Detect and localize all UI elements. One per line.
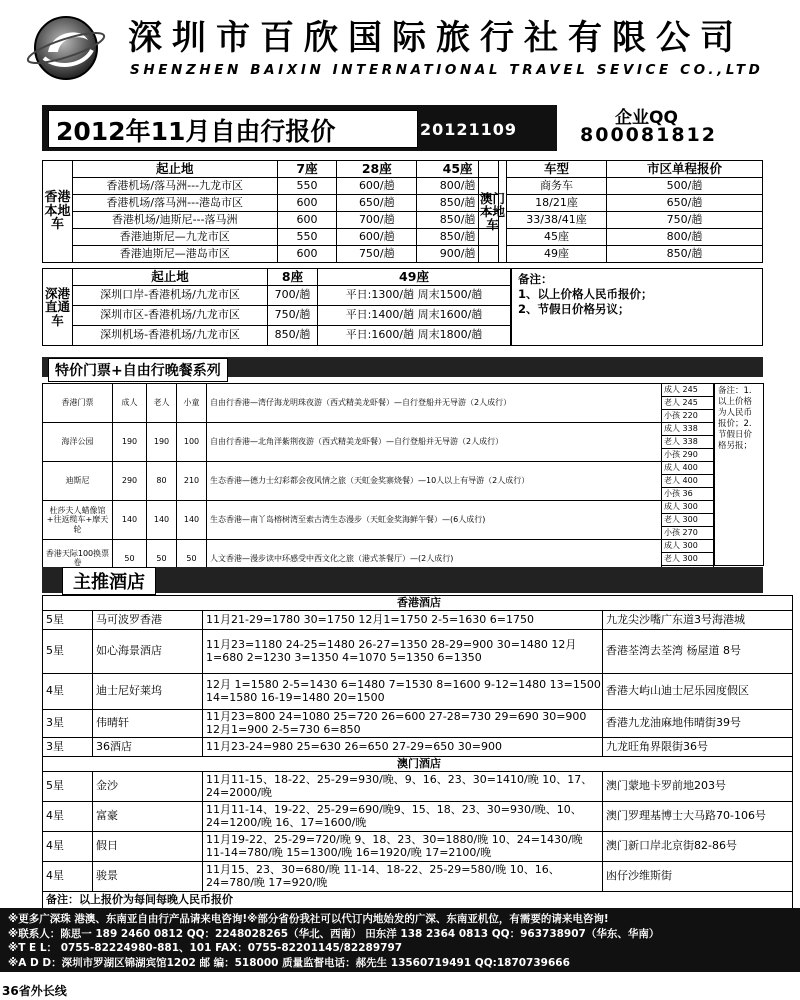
table-row — [43, 611, 793, 630]
column-header: 市区单程报价 — [607, 161, 763, 178]
cell: 140 — [147, 501, 177, 540]
table-row — [479, 229, 763, 246]
cell: 900/趟 — [417, 246, 499, 263]
tour-desc: 人文香港—漫步读中环感受中西文化之旅（港式茶餐厅）—(2人成行) — [207, 540, 662, 579]
hotel-address: 九龙旺角界限街36号 — [603, 738, 793, 757]
table-row — [43, 540, 714, 553]
hotel-star: 4星 — [43, 674, 93, 710]
tour-desc: 生态香港—德力士幻彩都会夜风情之旅（天虹金奖寨烧餐）—10人以上有导游（2人成行） — [207, 462, 662, 501]
cell: 深圳市区-香港机场/九龙市区 — [73, 306, 268, 326]
column-header: 28座 — [337, 161, 417, 178]
cell: 100 — [177, 423, 207, 462]
cell: 550 — [277, 178, 337, 195]
cell: 小童 — [177, 384, 207, 423]
hotel-name: 36酒店 — [93, 738, 203, 757]
hotel-price: 11月11-15、18-22、25-29=930/晚、9、16、23、30=1410/晚 10、17、24=2000/晚 — [203, 772, 603, 802]
cell: 老人 400 — [662, 475, 714, 488]
hotel-price: 11月23=800 24=1080 25=720 26=600 27-28=730 29=690 30=900 12月1=900 2-5=730 6=850 — [203, 710, 603, 738]
hotel-address: 凼仔沙维斯街 — [603, 862, 793, 892]
cell: 50 — [147, 540, 177, 579]
hotel-price: 11月21-29=1780 30=1750 12月1=1750 2-5=1630 6=1750 — [203, 611, 603, 630]
table-row — [479, 246, 763, 263]
cell: 700/趟 — [268, 286, 318, 306]
hotel-star: 5星 — [43, 611, 93, 630]
column-header: 车型 — [507, 161, 607, 178]
cell: 深圳机场-香港机场/九龙市区 — [73, 326, 268, 346]
table-row — [43, 229, 499, 246]
cell: 香港迪斯尼—九龙市区 — [72, 229, 277, 246]
cell: 小孩 290 — [662, 449, 714, 462]
phone-line: ※T E L： 0755-82224980-881、101 FAX：0755-82201145/82289797 — [8, 942, 403, 954]
table-row — [43, 501, 714, 514]
macau-hotels-header: 澳门酒店 — [43, 757, 793, 772]
cell: 850/趟 — [607, 246, 763, 263]
cell: 商务车 — [507, 178, 607, 195]
hotel-name: 如心海景酒店 — [93, 630, 203, 674]
hotel-star: 4星 — [43, 832, 93, 862]
column-header: 8座 — [268, 269, 318, 286]
cell: 850/趟 — [417, 195, 499, 212]
cell: 成人 300 — [662, 540, 714, 553]
cell: 49座 — [507, 246, 607, 263]
table-row — [43, 423, 714, 436]
cell: 成人 338 — [662, 423, 714, 436]
hotel-star: 5星 — [43, 772, 93, 802]
cell: 50 — [113, 540, 147, 579]
hotel-name: 伟晴轩 — [93, 710, 203, 738]
cell: 老人 300 — [662, 553, 714, 566]
hk-hotels-header: 香港酒店 — [43, 596, 793, 611]
qq-label: 企业QQ — [615, 108, 678, 128]
cell: 650/趟 — [337, 195, 417, 212]
ticket-name: 香港门票 — [43, 384, 113, 423]
company-name-en: SHENZHEN BAIXIN INTERNATIONAL TRAVEL SEVICE CO.,LTD — [130, 62, 764, 78]
hotel-price: 11月23-24=980 25=630 26=650 27-29=650 30=900 — [203, 738, 603, 757]
hotels-table — [42, 595, 793, 910]
cell: 750/趟 — [607, 212, 763, 229]
hk-car-table — [42, 160, 499, 263]
title-date: 20121109 — [420, 120, 518, 139]
table-row — [43, 772, 793, 802]
cell: 18/21座 — [507, 195, 607, 212]
notes-line: 2、节假日价格另议； — [518, 302, 630, 316]
cell: 600/趟 — [337, 178, 417, 195]
cell: 600 — [277, 246, 337, 263]
cell: 成人 400 — [662, 462, 714, 475]
contact-line: ※联系人：陈思一 189 2460 0812 QQ：2248028265（华北、西南） 田东洋 138 2364 0813 QQ：963738907（华东、华南） — [8, 927, 660, 940]
table-row — [43, 738, 793, 757]
cell: 老人 300 — [662, 514, 714, 527]
footer-line: ※更多广深珠 港澳、东南亚自由行产品请来电咨询!※部分省份我社可以代订内地始发的广深、东南亚机位，有需要的请来电咨询! — [8, 913, 609, 925]
notes-box — [511, 268, 763, 346]
column-header: 7座 — [277, 161, 337, 178]
hotel-address: 香港大屿山迪士尼乐园度假区 — [603, 674, 793, 710]
cell: 190 — [147, 423, 177, 462]
table-row — [43, 178, 499, 195]
footer-bar — [0, 908, 800, 972]
hotel-address: 九龙尖沙嘴广东道3号海港城 — [603, 611, 793, 630]
cell: 小孩 36 — [662, 488, 714, 501]
tour-desc: 生态香港—南丫岛榕树湾至索古湾生态漫步（天虹金奖海鲜午餐）—(6人成行) — [207, 501, 662, 540]
table-row — [43, 195, 499, 212]
column-header: 起止地 — [72, 161, 277, 178]
cell: 成人 — [113, 384, 147, 423]
hotel-star: 4星 — [43, 802, 93, 832]
column-header: 45座 — [417, 161, 499, 178]
table-row — [43, 832, 793, 862]
tour-desc: 自由行香港—北角洋紫荆夜游（西式精美龙虾餐）—自行登船并无导游（2人成行） — [207, 423, 662, 462]
table-row — [479, 212, 763, 229]
cell: 香港迪斯尼—港岛市区 — [72, 246, 277, 263]
hotel-star: 3星 — [43, 710, 93, 738]
cell: 750/趟 — [268, 306, 318, 326]
hotel-price: 11月19-22、25-29=720/晚 9、18、23、30=1880/晚 10、24=1430/晚 11-14=780/晚 15=1300/晚 16=1920/晚 17=2100/晚 — [203, 832, 603, 862]
cell: 香港机场/迪斯尼---落马洲 — [72, 212, 277, 229]
sz-car-label: 深港直通车 — [43, 269, 73, 346]
cell: 老人 245 — [662, 397, 714, 410]
cell: 香港机场/落马洲---港岛市区 — [72, 195, 277, 212]
hotel-price: 11月15、23、30=680/晚 11-14、18-22、25-29=580/晚 10、16、24=780/晚 17=920/晚 — [203, 862, 603, 892]
page-title: 2012年11月自由行报价 — [56, 117, 336, 146]
table-row — [43, 630, 793, 674]
cell: 140 — [177, 501, 207, 540]
hotel-name: 金沙 — [93, 772, 203, 802]
cell: 老人 — [147, 384, 177, 423]
hotel-address: 澳门新口岸北京街82-86号 — [603, 832, 793, 862]
logo-emblem-icon — [18, 12, 116, 82]
column-header: 起止地 — [73, 269, 268, 286]
cell: 50 — [177, 540, 207, 579]
hotel-name: 骏景 — [93, 862, 203, 892]
hotel-star: 4星 — [43, 862, 93, 892]
table-row — [43, 462, 714, 475]
cell: 600 — [277, 195, 337, 212]
address-line: ※A D D：深圳市罗湖区锦湖宾馆1202 邮 编：518000 质量监督电话：郝先生 13560719491 QQ:1870739666 — [8, 956, 570, 969]
table-row — [43, 286, 511, 306]
company-name-cn: 深圳市百欣国际旅行社有限公司 — [128, 18, 744, 58]
hotel-price: 12月 1=1580 2-5=1430 6=1480 7=1530 8=1600 9-12=1480 13=1500 14=1580 16-19=1480 20=1500 — [203, 674, 603, 710]
table-row — [479, 178, 763, 195]
hotel-price: 11月11-14、19-22、25-29=690/晚9、15、18、23、30=930/晚、10、24=1200/晚 16、17=1600/晚 — [203, 802, 603, 832]
qq-number: 800081812 — [580, 124, 717, 146]
cell: 成人 245 — [662, 384, 714, 397]
cell: 成人 300 — [662, 501, 714, 514]
hotels-note: 备注：以上报价为每间每晚人民币报价 — [43, 892, 793, 910]
column-header: 49座 — [318, 269, 511, 286]
macau-car-table — [478, 160, 763, 263]
ticket-name: 迪斯尼 — [43, 462, 113, 501]
cell: 600/趟 — [337, 229, 417, 246]
cell: 750/趟 — [337, 246, 417, 263]
table-row — [43, 674, 793, 710]
cell: 850/趟 — [268, 326, 318, 346]
hotel-address: 澳门蒙地卡罗前地203号 — [603, 772, 793, 802]
cell: 800/趟 — [607, 229, 763, 246]
cell: 140 — [113, 501, 147, 540]
hotel-address: 香港荃湾去荃湾 杨屋道 8号 — [603, 630, 793, 674]
cell: 650/趟 — [607, 195, 763, 212]
hotels-section-title: 主推酒店 — [62, 567, 156, 595]
ticket-name: 海洋公园 — [43, 423, 113, 462]
cell: 700/趟 — [337, 212, 417, 229]
cell: 深圳口岸-香港机场/九龙市区 — [73, 286, 268, 306]
hk-car-label: 香港本地车 — [43, 161, 73, 263]
notes-line: 1、以上价格人民币报价； — [518, 287, 653, 301]
cell: 550 — [277, 229, 337, 246]
cell: 平日:1300/趟 周末1500/趟 — [318, 286, 511, 306]
hotel-name: 富豪 — [93, 802, 203, 832]
cell: 80 — [147, 462, 177, 501]
cell: 老人 338 — [662, 436, 714, 449]
table-row — [479, 195, 763, 212]
tickets-section-title: 特价门票+自由行晚餐系列 — [48, 358, 228, 382]
page-footer: 36省外长线 — [2, 984, 67, 998]
cell: 210 — [177, 462, 207, 501]
cell: 500/趟 — [607, 178, 763, 195]
hotel-star: 3星 — [43, 738, 93, 757]
table-row — [43, 326, 511, 346]
ticket-name: 杜莎夫人蜡像馆+往返缆车+摩天轮 — [43, 501, 113, 540]
hotel-name: 马可波罗香港 — [93, 611, 203, 630]
cell: 平日:1400/趟 周末1600/趟 — [318, 306, 511, 326]
table-row — [43, 212, 499, 229]
cell: 800/趟 — [417, 178, 499, 195]
table-row — [43, 862, 793, 892]
table-row — [43, 306, 511, 326]
cell: 190 — [113, 423, 147, 462]
hotel-price: 11月23=1180 24-25=1480 26-27=1350 28-29=900 30=1480 12月1=680 2=1230 3=1350 4=1070 5=1350 6=1350 — [203, 630, 603, 674]
cell: 33/38/41座 — [507, 212, 607, 229]
hotel-star: 5星 — [43, 630, 93, 674]
cell: 平日:1600/趟 周末1800/趟 — [318, 326, 511, 346]
cell: 290 — [113, 462, 147, 501]
ticket-name: 香港天际100换票卷 — [43, 540, 113, 579]
macau-car-label: 澳门本地车 — [479, 161, 507, 263]
cell: 香港机场/落马洲---九龙市区 — [72, 178, 277, 195]
hotel-address: 香港九龙油麻地伟晴街39号 — [603, 710, 793, 738]
hotel-name: 迪士尼好莱坞 — [93, 674, 203, 710]
cell: 45座 — [507, 229, 607, 246]
cell: 小孩 270 — [662, 527, 714, 540]
tickets-note: 备注：1.以上价格为人民币报价；2.节假日价格另报； — [714, 383, 764, 566]
hotel-name: 假日 — [93, 832, 203, 862]
cell: 600 — [277, 212, 337, 229]
cell: 850/趟 — [417, 212, 499, 229]
tickets-table — [42, 383, 714, 579]
notes-title: 备注： — [518, 272, 553, 286]
table-row — [43, 384, 714, 397]
sz-car-table — [42, 268, 511, 346]
table-row — [43, 802, 793, 832]
tour-desc: 自由行香港—湾仔海龙明珠夜游（西式精美龙虾餐）—自行登船并无导游（2人成行） — [207, 384, 662, 423]
table-row — [43, 246, 499, 263]
table-row — [43, 710, 793, 738]
cell: 小孩 220 — [662, 410, 714, 423]
cell: 850/趟 — [417, 229, 499, 246]
hotel-address: 澳门罗理基博士大马路70-106号 — [603, 802, 793, 832]
